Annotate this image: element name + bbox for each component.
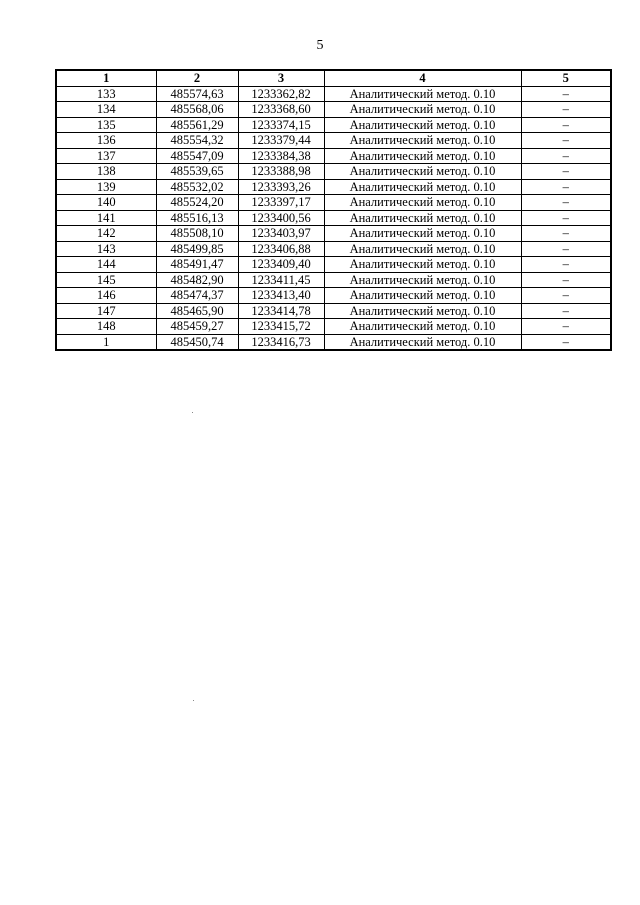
column-header: 3 [238,70,324,86]
table-row [56,195,611,211]
table-cell: 485532,02 [156,179,238,195]
table-cell: 1233368,60 [238,102,324,118]
table-cell: 1233400,56 [238,210,324,226]
table-cell: – [521,257,611,273]
table-cell: Аналитический метод. 0.10 [324,210,521,226]
table-cell: 136 [56,133,156,149]
scan-speck [192,412,193,413]
table-cell: – [521,86,611,102]
table-cell: 144 [56,257,156,273]
table-row [56,148,611,164]
table-row [56,210,611,226]
table-row [56,257,611,273]
scan-speck [193,700,194,701]
table-row [56,226,611,242]
table-cell: 1233414,78 [238,303,324,319]
table-cell: 1233374,15 [238,117,324,133]
table-row [56,303,611,319]
table-cell: 1233384,38 [238,148,324,164]
table-cell: Аналитический метод. 0.10 [324,164,521,180]
table-cell: 1233406,88 [238,241,324,257]
table-row [56,133,611,149]
coordinates-table [55,69,612,351]
table-cell: 1233379,44 [238,133,324,149]
table-cell: – [521,133,611,149]
table-body [56,86,611,350]
table-cell: 485574,63 [156,86,238,102]
table-cell: 485465,90 [156,303,238,319]
table-cell: – [521,319,611,335]
table-cell: 485539,65 [156,164,238,180]
table-row [56,334,611,350]
table-cell: – [521,226,611,242]
table-cell: 485499,85 [156,241,238,257]
table-row [56,102,611,118]
table-row [56,272,611,288]
table-cell: 143 [56,241,156,257]
table-cell: – [521,272,611,288]
table-cell: Аналитический метод. 0.10 [324,226,521,242]
table-cell: Аналитический метод. 0.10 [324,133,521,149]
table-cell: 134 [56,102,156,118]
table-row [56,288,611,304]
column-header: 5 [521,70,611,86]
table-cell: 147 [56,303,156,319]
table-cell: Аналитический метод. 0.10 [324,303,521,319]
table-cell: 145 [56,272,156,288]
table-cell: 485568,06 [156,102,238,118]
table-cell: 485491,47 [156,257,238,273]
table-cell: 485516,13 [156,210,238,226]
column-header: 1 [56,70,156,86]
table-cell: 1233415,72 [238,319,324,335]
table-cell: – [521,164,611,180]
table-cell: – [521,148,611,164]
table-cell: Аналитический метод. 0.10 [324,148,521,164]
table-cell: Аналитический метод. 0.10 [324,319,521,335]
table-cell: 135 [56,117,156,133]
table-cell: 485450,74 [156,334,238,350]
table-cell: 485547,09 [156,148,238,164]
table-cell: – [521,210,611,226]
table-cell: 485482,90 [156,272,238,288]
table-cell: 137 [56,148,156,164]
table-cell: 141 [56,210,156,226]
table-cell: – [521,303,611,319]
table-cell: 139 [56,179,156,195]
table-row [56,86,611,102]
table-row [56,319,611,335]
table-cell: Аналитический метод. 0.10 [324,179,521,195]
table-cell: – [521,179,611,195]
table-row [56,241,611,257]
table-cell: Аналитический метод. 0.10 [324,272,521,288]
table-cell: 1233416,73 [238,334,324,350]
table-cell: Аналитический метод. 0.10 [324,86,521,102]
table-cell: 485474,37 [156,288,238,304]
table-cell: – [521,241,611,257]
table-cell: Аналитический метод. 0.10 [324,257,521,273]
table-cell: 1233397,17 [238,195,324,211]
table-row [56,179,611,195]
table-cell: 1233413,40 [238,288,324,304]
table-row [56,117,611,133]
table-cell: 485508,10 [156,226,238,242]
table-cell: 133 [56,86,156,102]
table-cell: 146 [56,288,156,304]
table-cell: 142 [56,226,156,242]
table-cell: 485459,27 [156,319,238,335]
table-cell: 1233362,82 [238,86,324,102]
column-header: 4 [324,70,521,86]
table-cell: 485561,29 [156,117,238,133]
table-cell: Аналитический метод. 0.10 [324,241,521,257]
table-cell: 140 [56,195,156,211]
table-cell: – [521,117,611,133]
table-cell: 1 [56,334,156,350]
table-cell: Аналитический метод. 0.10 [324,102,521,118]
table-cell: 1233409,40 [238,257,324,273]
table-cell: 138 [56,164,156,180]
table-cell: Аналитический метод. 0.10 [324,117,521,133]
page-number: 5 [316,38,324,53]
table-cell: 148 [56,319,156,335]
table-cell: Аналитический метод. 0.10 [324,195,521,211]
table-cell: – [521,288,611,304]
table-cell: 1233411,45 [238,272,324,288]
column-header: 2 [156,70,238,86]
table-cell: Аналитический метод. 0.10 [324,334,521,350]
table-cell: Аналитический метод. 0.10 [324,288,521,304]
table-cell: 1233388,98 [238,164,324,180]
table-cell: – [521,334,611,350]
table-cell: 1233403,97 [238,226,324,242]
table-cell: – [521,102,611,118]
table-row [56,164,611,180]
table-cell: – [521,195,611,211]
table-cell: 485524,20 [156,195,238,211]
table-header-row [56,70,611,86]
table-cell: 1233393,26 [238,179,324,195]
table-cell: 485554,32 [156,133,238,149]
